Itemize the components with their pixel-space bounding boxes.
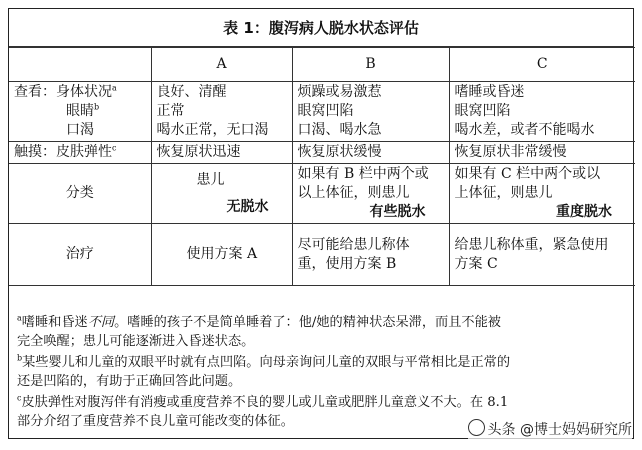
look-c-cell xyxy=(449,82,635,142)
touch-c-cell: 恢复原状非常缓慢 xyxy=(449,142,635,164)
look-c-thirst: 喝水差，或者不能喝水 xyxy=(454,122,595,138)
assessment-table xyxy=(9,47,635,286)
classify-c-text-2: 上体征，则患儿 xyxy=(454,185,553,201)
classify-row xyxy=(9,164,635,224)
look-row xyxy=(9,82,635,142)
classify-c-cell xyxy=(449,164,635,224)
look-b-cell xyxy=(292,82,449,142)
treat-c-text-1: 给患儿称体重，紧急使用 xyxy=(454,236,609,253)
watermark xyxy=(468,419,632,439)
look-b-eyes: 眼窝凹陷 xyxy=(297,103,354,119)
assessment-table-frame xyxy=(8,8,634,439)
footnote-b: $^b$某些婴儿和儿童的双眼平时就有点凹陷。向母亲询问儿童的双眼与平常相比是正常的 还是凹陷的，有助于正确回答此问题。 xyxy=(17,353,511,389)
footnote-a: $^a$嗜睡和昏迷不同。嗜睡的孩子不是简单睡着了：他/她的精神状态呆滞，而且不能被 完全唤醒；患儿可能逐渐进入昏迷状态。 xyxy=(17,313,501,349)
classify-c-text-1: 如果有 C 栏中两个或以 xyxy=(454,166,601,182)
header-empty-cell xyxy=(9,48,151,82)
column-header-b: B xyxy=(292,48,449,82)
footnote-c: $^c$皮肤弹性对腹泻伴有消瘦或重度营养不良的婴儿或儿童或肥胖儿童意义不大。在 8.1 部分介绍了重度营养不良儿童可能改变的体征。 xyxy=(17,393,509,429)
treat-row xyxy=(9,224,635,286)
look-b-body: 烦躁或易激惹 xyxy=(297,84,382,100)
look-a-body: 良好、清醒 xyxy=(156,84,227,100)
touch-b-cell: 恢复原状缓慢 xyxy=(292,142,449,164)
classify-a-text: 患儿 xyxy=(196,171,225,188)
treat-b-text-2: 重，使用方案 B xyxy=(297,255,397,272)
table-title: 表 1：腹泻病人脱水状态评估 xyxy=(9,9,633,47)
classify-label-cell: 分类 xyxy=(9,164,151,224)
look-b-thirst: 口渴、喝水急 xyxy=(297,122,382,138)
touch-a-cell: 恢复原状迅速 xyxy=(151,142,292,164)
column-header-c: C xyxy=(449,48,635,82)
look-c-body: 嗜睡或昏迷 xyxy=(454,84,525,100)
treat-label-cell: 治疗 xyxy=(9,224,151,286)
classify-c-result: 重度脱水 xyxy=(556,204,612,220)
treat-a-text: 使用方案 A xyxy=(186,246,258,262)
touch-label-cell: 触摸：皮肤弹性$^c$ xyxy=(9,142,151,164)
treat-c-cell xyxy=(449,224,635,286)
treat-a-cell xyxy=(151,224,292,286)
look-label-body: 查看：身体状况$^a$ xyxy=(14,83,117,100)
look-label-eyes: 眼睛$^b$ xyxy=(66,102,100,119)
look-a-cell xyxy=(151,82,292,142)
header-row xyxy=(9,48,635,82)
look-a-eyes: 正常 xyxy=(156,103,185,119)
look-c-eyes: 眼窝凹陷 xyxy=(454,103,511,119)
classify-b-text-1: 如果有 B 栏中两个或 xyxy=(297,166,429,182)
classify-b-text-2: 以上体征，则患儿 xyxy=(297,185,410,201)
treat-b-cell xyxy=(292,224,449,286)
classify-b-cell xyxy=(292,164,449,224)
watermark-logo-icon xyxy=(468,419,485,436)
footnotes xyxy=(9,309,633,437)
look-label-cell xyxy=(9,82,151,142)
watermark-text: 头条 @博士妈妈研究所 xyxy=(487,422,632,438)
touch-row xyxy=(9,142,635,164)
classify-b-result: 有些脱水 xyxy=(369,204,426,220)
column-header-a: A xyxy=(151,48,292,82)
treat-b-text-1: 尽可能给患儿称体 xyxy=(297,236,410,253)
look-a-thirst: 喝水正常，无口渴 xyxy=(156,122,269,138)
classify-a-cell xyxy=(151,164,292,224)
treat-c-text-2: 方案 C xyxy=(454,255,498,272)
classify-a-result: 无脱水 xyxy=(226,198,269,215)
look-label-thirst: 口渴 xyxy=(66,122,94,138)
